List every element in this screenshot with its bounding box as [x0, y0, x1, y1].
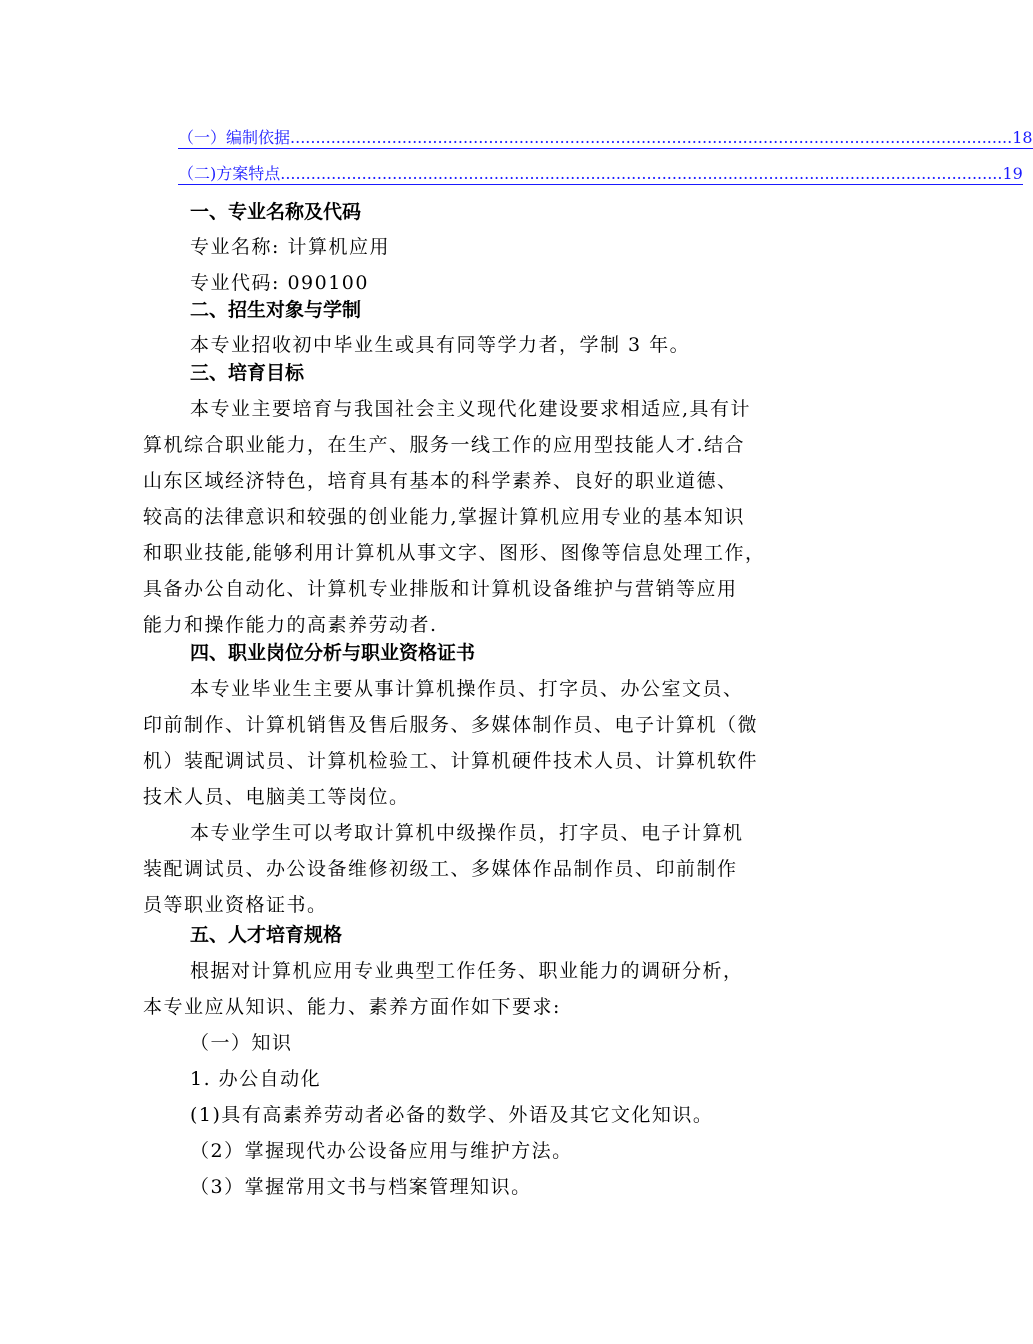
- requirement-item: （2）掌握现代办公设备应用与维护方法。: [190, 1140, 573, 1162]
- toc-leader-dots: ..............................................................................................................................................: [280, 164, 1003, 183]
- goal-text-line: 较高的法律意识和较强的创业能力,掌握计算机应用专业的基本知识: [143, 506, 746, 528]
- goal-text-line: 算机综合职业能力，在生产、服务一线工作的应用型技能人才.结合: [143, 434, 746, 456]
- section-heading-4: 四、职业岗位分析与职业资格证书: [190, 642, 476, 664]
- spec-intro-line: 本专业应从知识、能力、素养方面作如下要求:: [143, 996, 561, 1018]
- toc-page-number: 18: [1012, 128, 1033, 147]
- goal-text-line: 能力和操作能力的高素养劳动者.: [143, 614, 438, 636]
- goal-text-line: 具备办公自动化、计算机专业排版和计算机设备维护与营销等应用: [143, 578, 738, 600]
- section-heading-5: 五、人才培育规格: [190, 924, 343, 946]
- subheading-office-automation: 1. 办公自动化: [190, 1068, 322, 1090]
- certificate-text-line: 员等职业资格证书。: [143, 894, 328, 916]
- major-name-line: 专业名称: 计算机应用: [190, 236, 390, 258]
- goal-text-line: 山东区域经济特色，培育具有基本的科学素养、良好的职业道德、: [143, 470, 738, 492]
- goal-text-line: 和职业技能,能够利用计算机从事文字、图形、图像等信息处理工作，: [143, 542, 766, 564]
- toc-entry-label: （一）编制依据: [178, 128, 291, 147]
- section-heading-1: 一、专业名称及代码: [190, 201, 362, 223]
- certificate-text-line: 本专业学生可以考取计算机中级操作员，打字员、电子计算机: [190, 822, 744, 844]
- spec-intro-line: 根据对计算机应用专业典型工作任务、职业能力的调研分析，: [190, 960, 744, 982]
- toc-entry-basis[interactable]: [178, 125, 1033, 149]
- requirement-item: (1)具有高素养劳动者必备的数学、外语及其它文化知识。: [190, 1104, 714, 1126]
- career-text-line: 本专业毕业生主要从事计算机操作员、打字员、办公室文员、: [190, 678, 744, 700]
- goal-text-line: 本专业主要培育与我国社会主义现代化建设要求相适应,具有计: [190, 398, 752, 420]
- enrollment-text: 本专业招收初中毕业生或具有同等学力者，学制 3 年。: [190, 334, 691, 356]
- section-heading-3: 三、培育目标: [190, 362, 305, 384]
- toc-entry-features[interactable]: [178, 161, 1023, 185]
- section-heading-2: 二、招生对象与学制: [190, 299, 362, 321]
- major-code-line: 专业代码: 090100: [190, 272, 369, 294]
- career-text-line: 技术人员、电脑美工等岗位。: [143, 786, 410, 808]
- subheading-knowledge: （一）知识: [190, 1032, 293, 1054]
- requirement-item: （3）掌握常用文书与档案管理知识。: [190, 1176, 532, 1198]
- certificate-text-line: 装配调试员、办公设备维修初级工、多媒体作品制作员、印前制作: [143, 858, 738, 880]
- career-text-line: 机）装配调试员、计算机检验工、计算机硬件技术人员、计算机软件: [143, 750, 759, 772]
- toc-leader-dots: ..............................................................................................................................................: [290, 128, 1013, 147]
- toc-page-number: 19: [1002, 164, 1023, 183]
- career-text-line: 印前制作、计算机销售及售后服务、多媒体制作员、电子计算机（微: [143, 714, 759, 736]
- toc-entry-label: （二)方案特点: [178, 164, 281, 183]
